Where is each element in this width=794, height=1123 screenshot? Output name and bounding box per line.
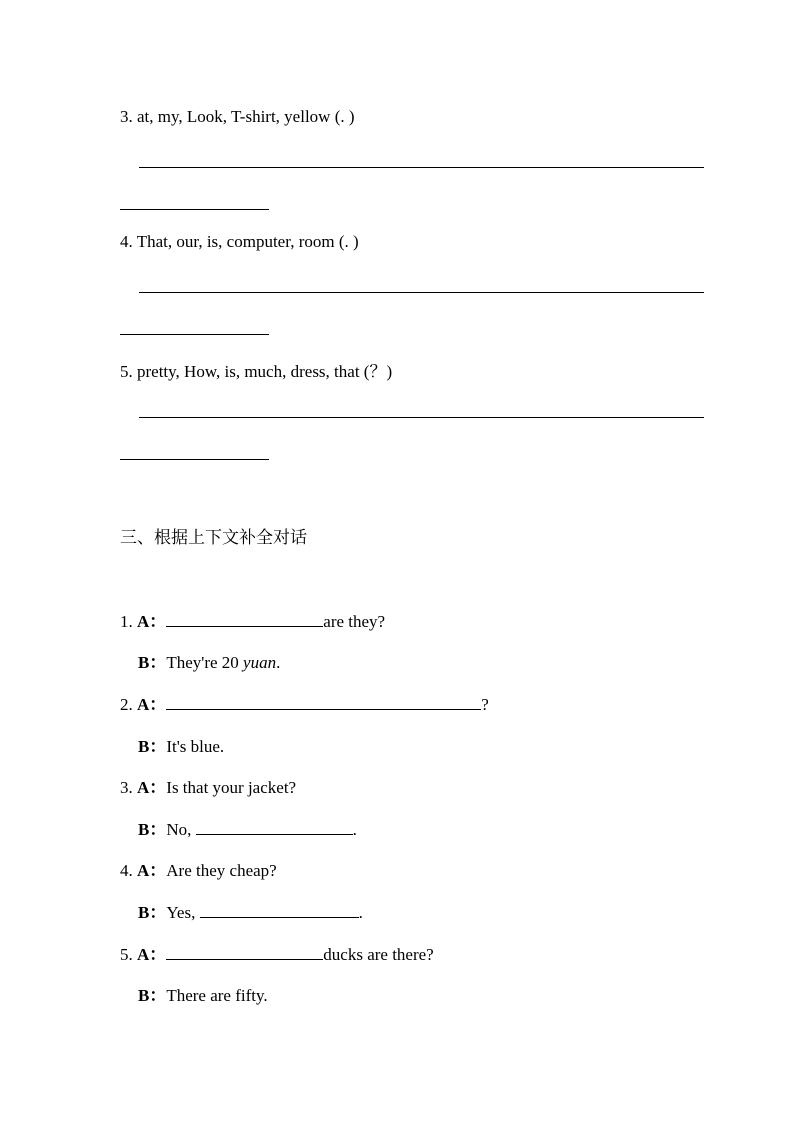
answer-line-short[interactable] xyxy=(120,209,269,210)
answer-blank[interactable] xyxy=(166,944,323,960)
a-text-after: ducks are there? xyxy=(323,945,434,964)
dialogue-4-b xyxy=(138,898,363,923)
dialogue-4-a xyxy=(120,856,277,881)
question-4 xyxy=(120,232,359,252)
answer-line-short[interactable] xyxy=(120,334,269,335)
answer-line-short[interactable] xyxy=(120,459,269,460)
b-text-after: . xyxy=(276,653,281,672)
speaker-b-label: B： xyxy=(138,820,167,839)
a-text-after: are they? xyxy=(323,612,386,631)
answer-blank[interactable] xyxy=(200,902,359,918)
dialogue-3-b xyxy=(138,815,357,840)
question-words: That, our, is, computer, room (. ) xyxy=(136,232,359,251)
answer-blank[interactable] xyxy=(196,819,353,835)
section-heading: 三、根据上下文补全对话 xyxy=(120,528,307,548)
question-number: 5. xyxy=(120,362,133,381)
a-text-after: ? xyxy=(481,695,489,714)
question-words: at, my, Look, T-shirt, yellow (. ) xyxy=(137,107,355,126)
question-words: pretty, How, is, much, dress, that (？) xyxy=(137,362,393,381)
answer-blank[interactable] xyxy=(166,694,481,710)
question-number: 3. xyxy=(120,107,133,126)
speaker-b-label: B： xyxy=(138,737,167,756)
answer-blank[interactable] xyxy=(166,611,323,627)
answer-line-long[interactable] xyxy=(139,292,704,293)
speaker-a-label: A： xyxy=(137,945,167,964)
b-text: It's blue. xyxy=(166,737,225,756)
speaker-a-label: A： xyxy=(137,778,167,797)
dialogue-1-a xyxy=(120,607,385,632)
item-number: 4. xyxy=(120,861,133,880)
answer-line-long[interactable] xyxy=(139,167,704,168)
b-text: They're 20 xyxy=(166,653,244,672)
dialogue-3-a xyxy=(120,773,296,798)
dialogue-5-a xyxy=(120,940,434,965)
dialogue-2-a xyxy=(120,690,489,715)
question-3 xyxy=(120,107,355,127)
b-text: Yes, xyxy=(166,903,200,922)
b-text-italic: yuan xyxy=(243,653,277,672)
item-number: 5. xyxy=(120,945,133,964)
item-number: 1. xyxy=(120,612,133,631)
speaker-b-label: B： xyxy=(138,986,167,1005)
speaker-a-label: A： xyxy=(137,861,167,880)
b-text-after: . xyxy=(358,903,363,922)
a-text: Is that your jacket? xyxy=(166,778,297,797)
dialogue-5-b xyxy=(138,981,268,1006)
speaker-a-label: A： xyxy=(137,695,167,714)
a-text: Are they cheap? xyxy=(166,861,277,880)
b-text: There are fifty. xyxy=(166,986,268,1005)
speaker-b-label: B： xyxy=(138,653,167,672)
dialogue-2-b xyxy=(138,732,224,757)
speaker-a-label: A： xyxy=(137,612,167,631)
question-number: 4. xyxy=(120,232,133,251)
speaker-b-label: B： xyxy=(138,903,167,922)
dialogue-1-b xyxy=(138,648,280,673)
item-number: 2. xyxy=(120,695,133,714)
answer-line-long[interactable] xyxy=(139,417,704,418)
b-text: No, xyxy=(166,820,196,839)
question-5 xyxy=(120,357,392,382)
b-text-after: . xyxy=(352,820,357,839)
item-number: 3. xyxy=(120,778,133,797)
